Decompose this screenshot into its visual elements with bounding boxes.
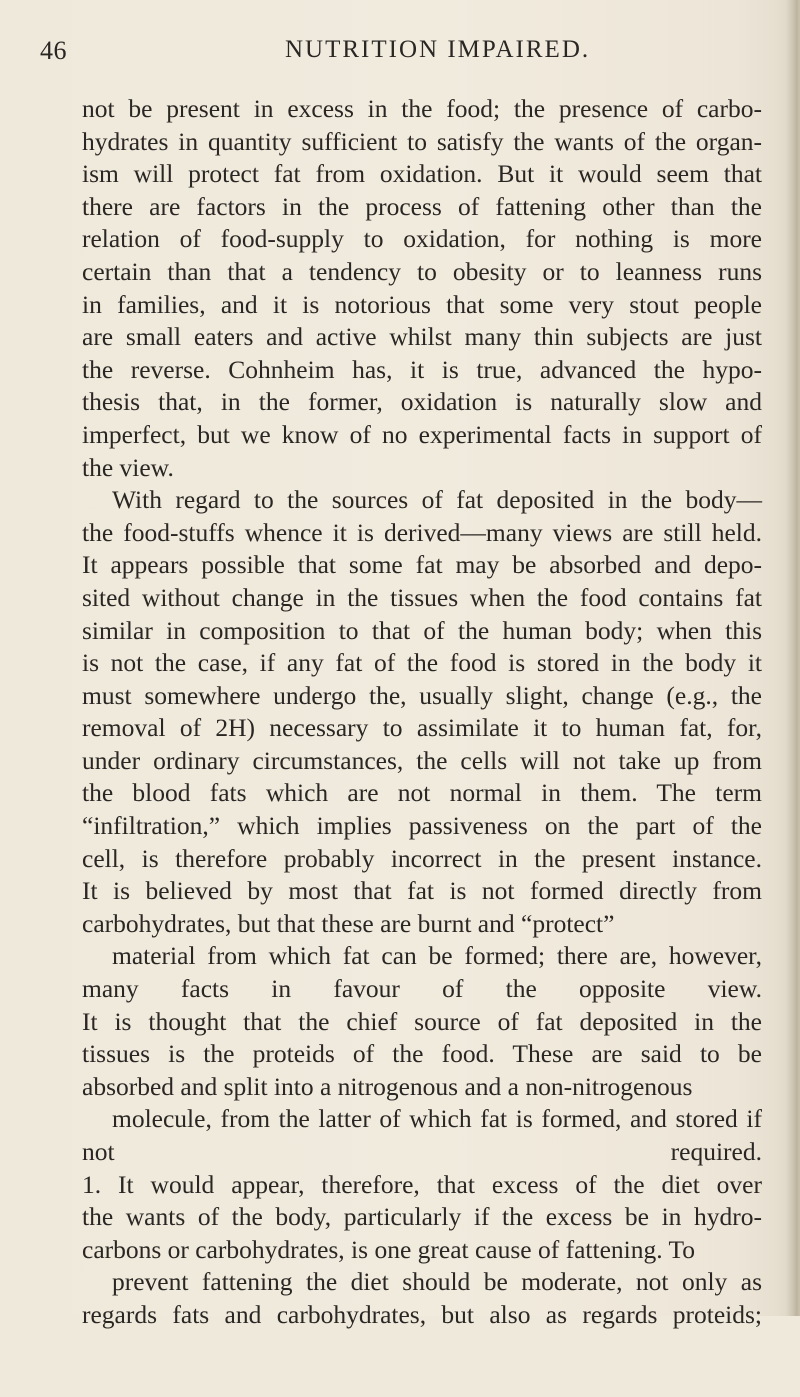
text-line: With regard to the sources of fat deposited in the body—: [112, 485, 762, 515]
text-line: certain than that a tendency to obesity or to leanness runs: [82, 256, 762, 286]
text-line: many facts in favour of the opposite view.: [82, 974, 762, 1004]
text-line: must somewhere undergo the, usually slight, change (e.g., the: [82, 680, 762, 710]
text-line: removal of 2H) necessary to assimilate it to human fat, for,: [82, 713, 762, 743]
text-line: there are factors in the process of fattening other than the: [82, 191, 762, 221]
text-line: 1. It would appear, therefore, that excess of the diet over: [82, 1169, 762, 1199]
text-line: sited without change in the tissues when the food contains fat: [82, 582, 762, 612]
text-line: the blood fats which are not normal in them. The term: [82, 778, 762, 808]
text-line: It appears possible that some fat may be absorbed and depo-: [82, 550, 762, 580]
text-line: not be present in excess in the food; the presence of carbo-: [82, 94, 762, 123]
text-line: the wants of the body, particularly if the excess be in hydro-: [82, 1202, 762, 1232]
page-edge-shadow: [786, 0, 800, 1316]
text-line: the view.: [82, 452, 174, 482]
text-line: “infiltration,” which implies passiveness on the part of the: [82, 811, 762, 841]
text-line: It is thought that the chief source of fat deposited in the: [82, 1006, 762, 1036]
text-line: under ordinary circumstances, the cells will not take up from: [82, 745, 762, 775]
text-line: is not the case, if any fat of the food is stored in the body it: [82, 648, 762, 678]
text-line: the food-stuffs whence it is derived—many views are still held.: [82, 517, 762, 547]
text-line: absorbed and split into a nitrogenous and a non-nitrogenous: [82, 1071, 693, 1101]
text-line: [82, 1332, 762, 1365]
text-line: the reverse. Cohnheim has, it is true, advanced the hypo-: [82, 354, 762, 384]
page-number: 46: [40, 36, 67, 65]
text-line: regards fats and carbohydrates, but also as regards proteids;: [82, 1299, 762, 1329]
text-line: hydrates in quantity sufficient to satisfy the wants of the organ-: [82, 126, 762, 156]
text-line: thesis that, in the former, oxidation is naturally slow and: [82, 387, 762, 417]
text-line: relation of food-supply to oxidation, for nothing is more: [82, 224, 762, 254]
text-line: similar in composition to that of the human body; when this: [82, 615, 762, 645]
text-line: in families, and it is notorious that some very stout people: [82, 289, 762, 319]
running-head: NUTRITION IMPAIRED.: [285, 36, 591, 63]
text-line: carbons or carbohydrates, is one great cause of fattening. To: [82, 1234, 696, 1264]
text-line: not required.: [82, 1137, 762, 1166]
text-line: material from which fat can be formed; there are, however,: [112, 941, 762, 971]
page-header: [40, 36, 740, 76]
body-text: [82, 93, 762, 1397]
text-line: carbohydrates, but that these are burnt and “protect”: [82, 908, 615, 938]
text-line: tissues is the proteids of the food. These are said to be: [82, 1039, 762, 1069]
text-line: [82, 1364, 762, 1397]
text-line: cell, is therefore probably incorrect in the present instance.: [82, 843, 762, 873]
text-line: molecule, from the latter of which fat is formed, and stored if: [112, 1104, 762, 1134]
text-line: are small eaters and active whilst many thin subjects are just: [82, 322, 762, 352]
text-line: ism will protect fat from oxidation. But it would seem that: [82, 159, 762, 189]
text-line: imperfect, but we know of no experimental facts in support of: [82, 419, 762, 449]
text-line: prevent fattening the diet should be moderate, not only as: [112, 1267, 762, 1297]
text-line: It is believed by most that fat is not formed directly from: [82, 876, 762, 906]
